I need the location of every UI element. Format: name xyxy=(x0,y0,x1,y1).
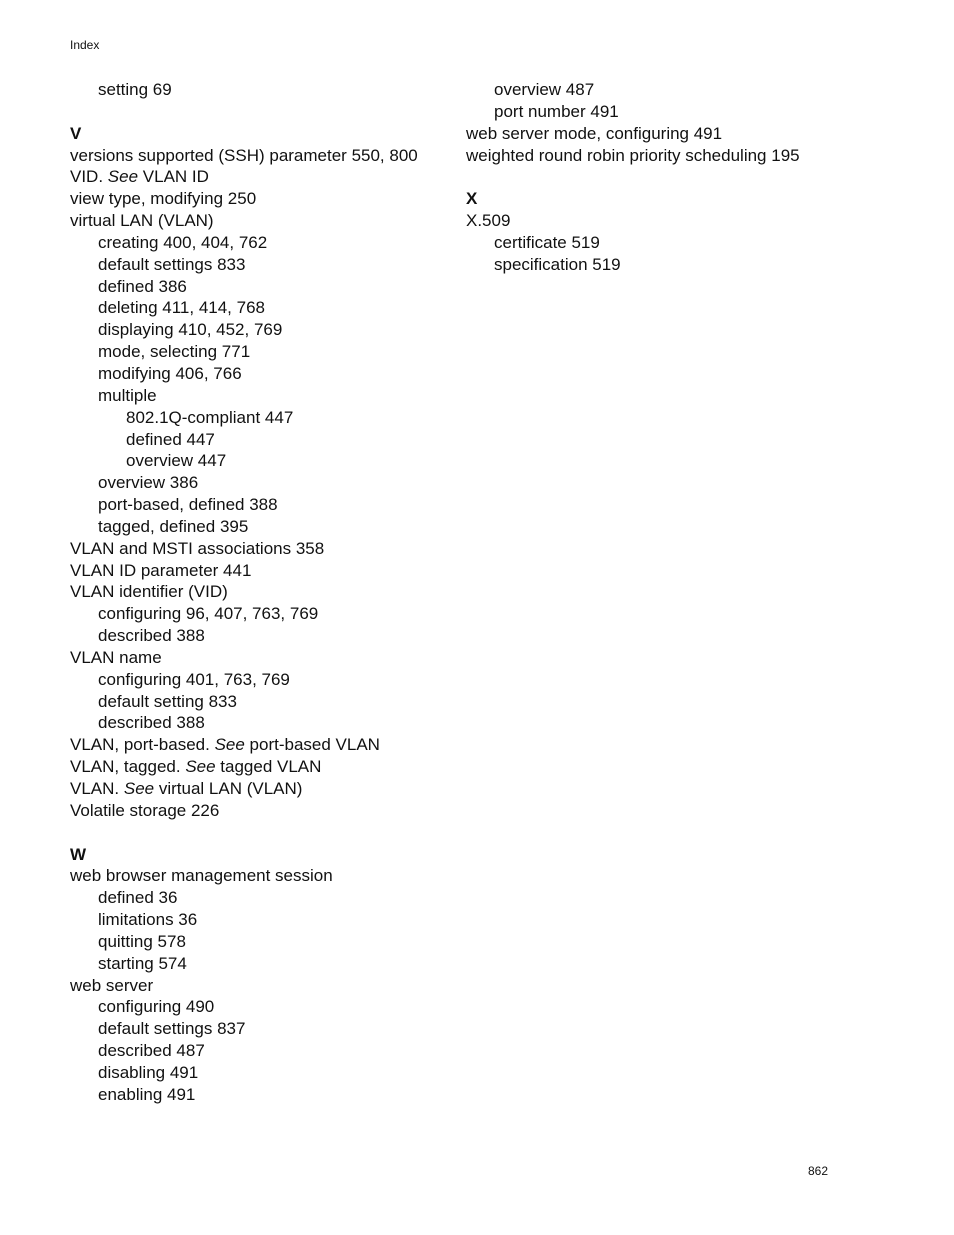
index-entry xyxy=(70,210,450,232)
entry-text: VLAN and MSTI associations 358 xyxy=(70,538,325,558)
index-subentry xyxy=(70,603,450,625)
entry-text: creating 400, 404, 762 xyxy=(98,232,268,252)
entry-text: displaying 410, 452, 769 xyxy=(98,320,283,340)
index-column-right xyxy=(466,79,906,276)
entry-text: specification 519 xyxy=(494,254,621,274)
index-entry xyxy=(70,538,450,560)
index-subentry xyxy=(70,1084,450,1106)
entry-text: X.509 xyxy=(466,211,511,231)
entry-text: VLAN identifier (VID) xyxy=(70,582,228,602)
entry-text: overview 487 xyxy=(494,80,595,99)
index-subentry xyxy=(466,232,906,254)
index-subentry xyxy=(70,669,450,691)
entry-text: modifying 406, 766 xyxy=(98,363,242,383)
page-number: 862 xyxy=(808,1164,829,1178)
index-entry xyxy=(70,800,450,822)
index-entry xyxy=(466,210,906,232)
entry-text: virtual LAN (VLAN) xyxy=(70,211,214,231)
entry-text: VLAN, port-based. xyxy=(70,735,215,755)
entry-text: tagged, defined 395 xyxy=(98,516,249,536)
entry-text: web server xyxy=(70,975,154,995)
index-subentry xyxy=(70,385,450,407)
index-subentry xyxy=(70,276,450,298)
index-section-letter xyxy=(70,123,450,145)
index-subentry xyxy=(466,101,906,123)
index-entry xyxy=(70,166,450,188)
entry-text: certificate 519 xyxy=(494,232,600,252)
index-section-letter xyxy=(70,844,450,866)
entry-text: default setting 833 xyxy=(98,691,237,711)
index-subentry xyxy=(70,319,450,341)
index-subentry xyxy=(70,1062,450,1084)
entry-text: described 388 xyxy=(98,626,205,646)
entry-text: disabling 491 xyxy=(98,1062,199,1082)
letter-label: X xyxy=(466,189,478,209)
entry-text: default settings 833 xyxy=(98,254,246,274)
entry-text: web server mode, configuring 491 xyxy=(466,123,723,143)
index-subentry xyxy=(466,254,906,276)
index-subentry xyxy=(70,79,450,101)
entry-text: VLAN ID parameter 441 xyxy=(70,560,252,580)
entry-text: multiple xyxy=(98,385,157,405)
entry-text: VLAN, tagged. xyxy=(70,757,186,777)
entry-text: 802.1Q-compliant 447 xyxy=(126,407,294,427)
index-entry xyxy=(70,145,450,167)
see-target: virtual LAN (VLAN) xyxy=(154,779,303,798)
index-entry xyxy=(70,865,450,887)
index-entry xyxy=(70,778,450,800)
entry-text: web browser management session xyxy=(70,866,333,886)
entry-text: port number 491 xyxy=(494,101,619,121)
index-column-left xyxy=(70,79,450,1106)
running-header: Index xyxy=(70,38,100,52)
index-subentry xyxy=(466,79,906,101)
index-subentry xyxy=(70,691,450,713)
index-subentry xyxy=(70,712,450,734)
index-subsubentry xyxy=(70,450,450,472)
entry-text: weighted round robin priority scheduling 195 xyxy=(466,145,800,165)
see-reference: See xyxy=(214,735,245,755)
entry-text: overview 447 xyxy=(126,451,227,471)
index-subentry xyxy=(70,472,450,494)
see-target: VLAN ID xyxy=(138,167,209,187)
index-entry xyxy=(70,975,450,997)
index-section-letter xyxy=(466,188,906,210)
index-entry xyxy=(466,145,906,167)
index-subsubentry xyxy=(70,407,450,429)
entry-text: view type, modifying 250 xyxy=(70,189,257,209)
index-entry xyxy=(70,647,450,669)
index-entry xyxy=(70,734,450,756)
entry-text: configuring 401, 763, 769 xyxy=(98,669,290,689)
entry-text: starting 574 xyxy=(98,953,187,973)
entry-text: VID. xyxy=(70,167,108,187)
index-subentry xyxy=(70,254,450,276)
index-subentry xyxy=(70,516,450,538)
index-entry xyxy=(70,756,450,778)
entry-text: limitations 36 xyxy=(98,910,198,930)
entry-text: setting 69 xyxy=(98,80,172,99)
index-subentry xyxy=(70,1040,450,1062)
entry-text: VLAN name xyxy=(70,647,162,667)
entry-text: configuring 96, 407, 763, 769 xyxy=(98,604,319,624)
index-subentry xyxy=(70,909,450,931)
see-target: tagged VLAN xyxy=(215,757,322,777)
entry-text: defined 447 xyxy=(126,429,215,449)
index-entry xyxy=(70,188,450,210)
index-subentry xyxy=(70,363,450,385)
entry-text: quitting 578 xyxy=(98,931,186,951)
entry-text: enabling 491 xyxy=(98,1084,196,1104)
entry-text: described 388 xyxy=(98,713,205,733)
index-subentry xyxy=(70,996,450,1018)
index-subentry xyxy=(70,494,450,516)
index-subentry xyxy=(70,887,450,909)
see-reference: See xyxy=(185,757,216,777)
entry-text: versions supported (SSH) parameter 550, 800 xyxy=(70,145,418,165)
index-subentry xyxy=(70,341,450,363)
entry-text: mode, selecting 771 xyxy=(98,342,251,362)
entry-text: Volatile storage 226 xyxy=(70,800,220,820)
entry-text: VLAN. xyxy=(70,779,124,798)
index-subentry xyxy=(70,1018,450,1040)
entry-text: described 487 xyxy=(98,1041,205,1061)
index-subentry xyxy=(70,232,450,254)
index-subentry xyxy=(70,297,450,319)
index-entry xyxy=(70,581,450,603)
entry-text: default settings 837 xyxy=(98,1019,246,1039)
entry-text: defined 386 xyxy=(98,276,187,296)
index-subentry xyxy=(70,931,450,953)
entry-text: port-based, defined 388 xyxy=(98,495,278,515)
entry-text: defined 36 xyxy=(98,888,178,908)
index-subentry xyxy=(70,625,450,647)
entry-text: configuring 490 xyxy=(98,997,215,1017)
see-reference: See xyxy=(123,779,155,798)
entry-text: overview 386 xyxy=(98,473,199,493)
index-subentry xyxy=(70,953,450,975)
see-reference: See xyxy=(107,167,139,187)
index-entry xyxy=(70,560,450,582)
see-target: port-based VLAN xyxy=(244,735,380,755)
index-subsubentry xyxy=(70,429,450,451)
letter-label: W xyxy=(70,844,87,864)
index-entry xyxy=(466,123,906,145)
letter-label: V xyxy=(70,123,82,143)
entry-text: deleting 411, 414, 768 xyxy=(98,298,265,318)
